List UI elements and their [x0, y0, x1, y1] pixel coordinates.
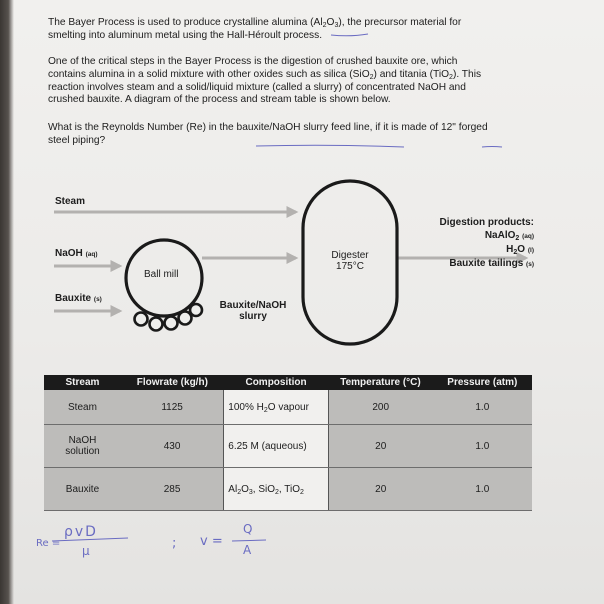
description-text: One of the critical steps in the Bayer Process is the digestion of crushed bauxite ore, which	[48, 56, 458, 67]
table-header-row	[44, 375, 532, 390]
fraction-bar	[232, 540, 266, 541]
comp-text: O vapour	[267, 401, 309, 413]
phase-tag: (s)	[526, 261, 534, 268]
cell-flowrate: 430	[121, 425, 224, 468]
cell-pressure: 1.0	[433, 390, 532, 425]
subscript: 2	[449, 73, 453, 81]
pipe-size: 12"	[440, 122, 456, 133]
subscript: 3	[248, 488, 253, 496]
comp-text: O	[241, 483, 249, 495]
subscript: 2	[515, 235, 520, 242]
bauxite-text: Bauxite	[55, 293, 92, 304]
mill-ball	[165, 317, 178, 330]
question-text: What is the Reynolds Number (Re) in the	[48, 122, 237, 133]
digester-temp: 175°C	[336, 261, 364, 272]
digester-text: Digester	[331, 250, 369, 261]
cell-composition	[224, 468, 328, 511]
question-text: steel piping?	[48, 134, 106, 146]
mill-ball	[179, 312, 192, 325]
cell-temperature: 20	[328, 425, 432, 468]
comp-text: 100% H	[228, 401, 264, 413]
phase-tag: (aq)	[85, 251, 98, 258]
tailings-text: Bauxite tailings	[449, 258, 524, 269]
description-text: contains alumina in a solid mixture with other oxides such as silica (SiO	[48, 68, 370, 80]
handwritten-denominator: μ	[82, 544, 90, 558]
subscript: 2	[263, 406, 268, 414]
handwritten-a: A	[243, 543, 252, 557]
mill-ball	[135, 313, 148, 326]
h2o-text: O	[517, 244, 526, 255]
subscript: 2	[513, 249, 518, 256]
mill-ball	[150, 318, 163, 331]
table-row	[44, 468, 532, 511]
question-text: , if it is made of	[369, 122, 441, 133]
handwritten-q: Q	[243, 522, 253, 536]
cell-composition	[224, 390, 328, 425]
underline-mark	[256, 145, 404, 147]
slurry-label	[215, 300, 291, 322]
slurry-feed-line-phrase: bauxite/NaOH slurry feed line	[236, 122, 370, 133]
stream-text: NaOH	[68, 435, 97, 446]
cell-temperature: 20	[328, 468, 432, 511]
underline-mark	[331, 34, 368, 36]
description-text: ) and titania (TiO	[373, 68, 450, 80]
steam-label: Steam	[55, 196, 86, 207]
phase-tag: (s)	[93, 296, 102, 303]
cell-pressure: 1.0	[433, 425, 532, 468]
cell-stream: Bauxite	[44, 468, 121, 511]
handwritten-separator: ;	[172, 536, 177, 551]
product-h2o	[406, 243, 534, 257]
cell-flowrate: 285	[121, 468, 224, 511]
description-text: reaction involves steam and a solid/liquid mixture (called a slurry) of concentrated NaOH and	[48, 81, 466, 93]
comp-text: , TiO	[278, 483, 301, 495]
table-row	[44, 425, 532, 468]
slurry-text: slurry	[239, 311, 267, 322]
naoh-text: NaOH	[55, 248, 83, 259]
header-pressure: Pressure (atm)	[433, 375, 532, 390]
description-text: ). This	[452, 68, 482, 80]
bauxite-label	[55, 293, 102, 304]
stream-table	[44, 375, 532, 511]
cell-flowrate: 1125	[121, 390, 224, 425]
subscript: 2	[275, 488, 279, 496]
naalo2-text: NaAlO	[484, 230, 516, 241]
phase-tag: (l)	[527, 247, 534, 254]
phase-tag: (aq)	[522, 233, 534, 240]
intro-text: The Bayer Process is used to produce crystalline alumina (Al	[48, 17, 323, 28]
slurry-text: Bauxite/NaOH	[219, 300, 287, 311]
header-stream: Stream	[44, 375, 121, 390]
product-naalo2	[406, 229, 534, 243]
subscript: 3	[334, 22, 339, 29]
cell-temperature: 200	[328, 390, 432, 425]
handwritten-re-label: Re =	[36, 538, 61, 549]
products-title: Digestion products:	[439, 217, 534, 228]
stream-text: solution	[65, 446, 100, 457]
table-row	[44, 390, 532, 425]
comp-text: , SiO	[252, 483, 276, 495]
cell-pressure: 1.0	[433, 468, 532, 511]
product-tailings	[406, 257, 534, 271]
header-composition: Composition	[224, 375, 328, 390]
subscript: 2	[322, 22, 327, 29]
header-flowrate: Flowrate (kg/h)	[121, 375, 224, 390]
description-text: crushed bauxite. A diagram of the process and stream table is shown below.	[48, 94, 391, 106]
ball-mill-label: Ball mill	[144, 269, 179, 280]
cell-stream	[44, 425, 121, 468]
h2o-text: H	[506, 244, 514, 255]
handwritten-velocity: v =	[200, 534, 223, 549]
digester-label	[318, 250, 382, 272]
subscript: 2	[369, 73, 374, 81]
subscript: 2	[300, 488, 304, 496]
cell-stream: Steam	[44, 390, 121, 425]
digestion-products	[406, 216, 534, 271]
intro-text: O	[326, 17, 335, 28]
question-text: forged	[455, 122, 488, 133]
header-temperature: Temperature (°C)	[328, 375, 432, 390]
mill-ball	[190, 304, 202, 316]
comp-text: Al	[228, 483, 238, 495]
intro-text: ), the precursor material for	[338, 17, 462, 28]
naoh-label	[55, 248, 98, 259]
underline-mark	[482, 147, 502, 148]
intro-text: smelting into aluminum metal using the Hall-Héroult process.	[48, 29, 323, 41]
cell-composition: 6.25 M (aqueous)	[224, 425, 328, 468]
handwritten-numerator: ρvD	[64, 524, 98, 540]
subscript: 2	[237, 488, 242, 496]
